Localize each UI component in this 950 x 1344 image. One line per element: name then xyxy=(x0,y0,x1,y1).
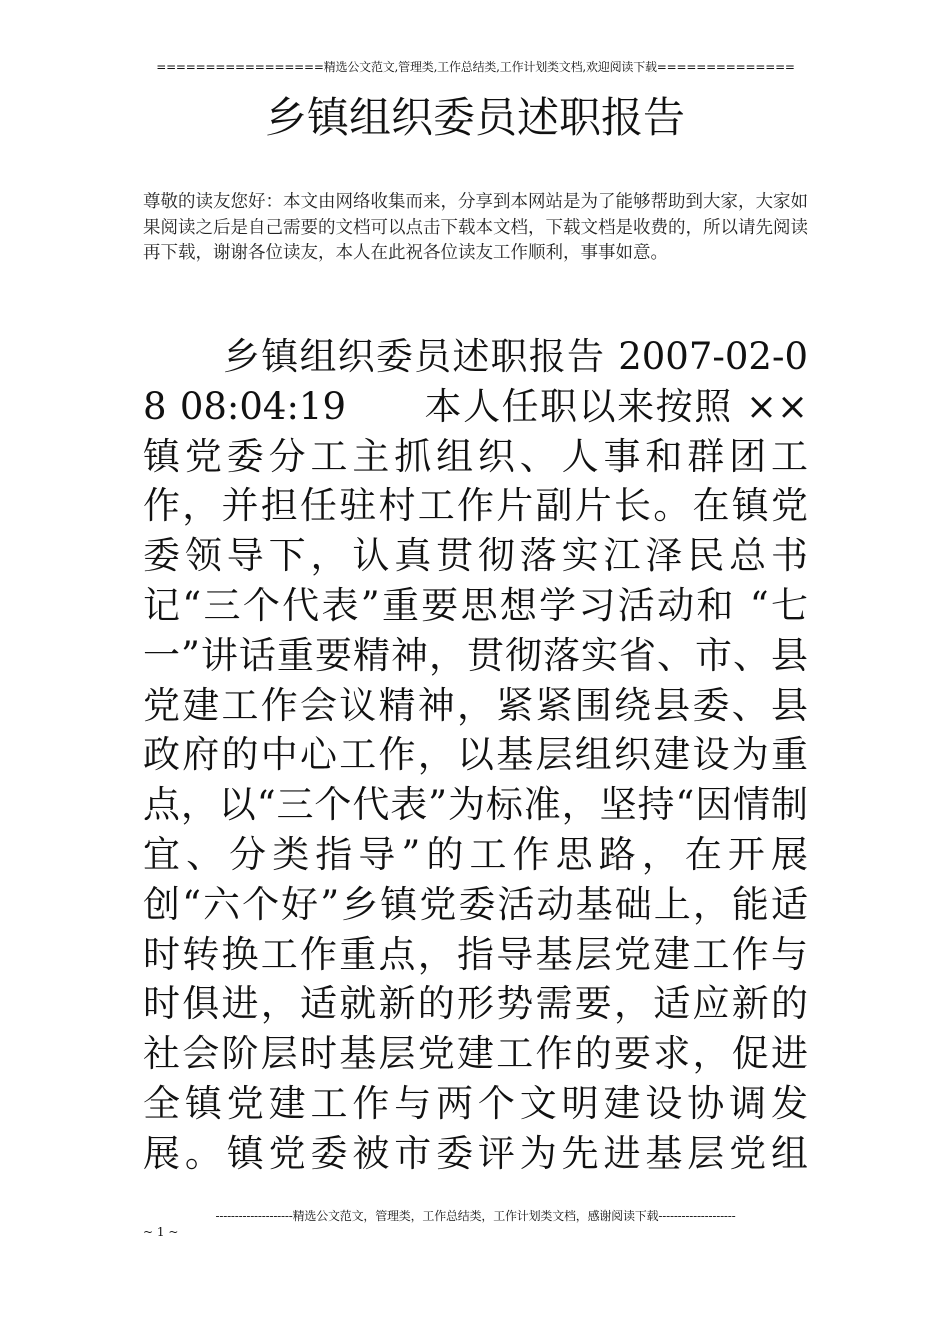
report-body-text: 乡镇组织委员述职报告 2007-02-08 08:04:19 本人任职以来按照 ××镇党委分工主抓组织、人事和群团工作，并担任驻村工作片副片长。在镇党委领导下，认真贯彻落实江泽民总书记“三个代表”重要思想学习活动和 “七一”讲话重要精神，贯彻落实省、市、县党建工作会议精神，紧紧围绕县委、县政府的中心工作，以基层组织建设为重点，以“三个代表”为标准，坚持“因情制宜、分类指导”的工作思路，在开展创“六个好”乡镇党委活动基础上，能适时转换工作重点，指导基层党建工作与时俱进，适就新的形势需要，适应新的社会阶层时基层党建工作的要求，促进全镇党建工作与两个文明建设协调发展。镇党委被市委评为先进基层党组 xyxy=(143,335,808,1175)
document-title: 乡镇组织委员述职报告 xyxy=(264,93,685,142)
reader-greeting-paragraph: 尊敬的读友您好：本文由网络收集而来，分享到本网站是为了能够帮助到大家，大家如果阅读之后是自己需要的文档可以点击下载本文档，下载文档是收费的，所以请先阅读再下载，谢谢各位读友，本人在此祝各位读友工作顺利，事事如意。 xyxy=(143,192,808,263)
header-banner: =================精选公文范文,管理类,工作总结类,工作计划类文档,欢迎阅读下载============== xyxy=(156,60,795,74)
page-number: ~ 1 ~ xyxy=(143,1225,179,1239)
footer-banner: --------------------精选公文范文，管理类，工作总结类，工作计划类文档，感谢阅读下载-------------------- xyxy=(215,1209,736,1223)
